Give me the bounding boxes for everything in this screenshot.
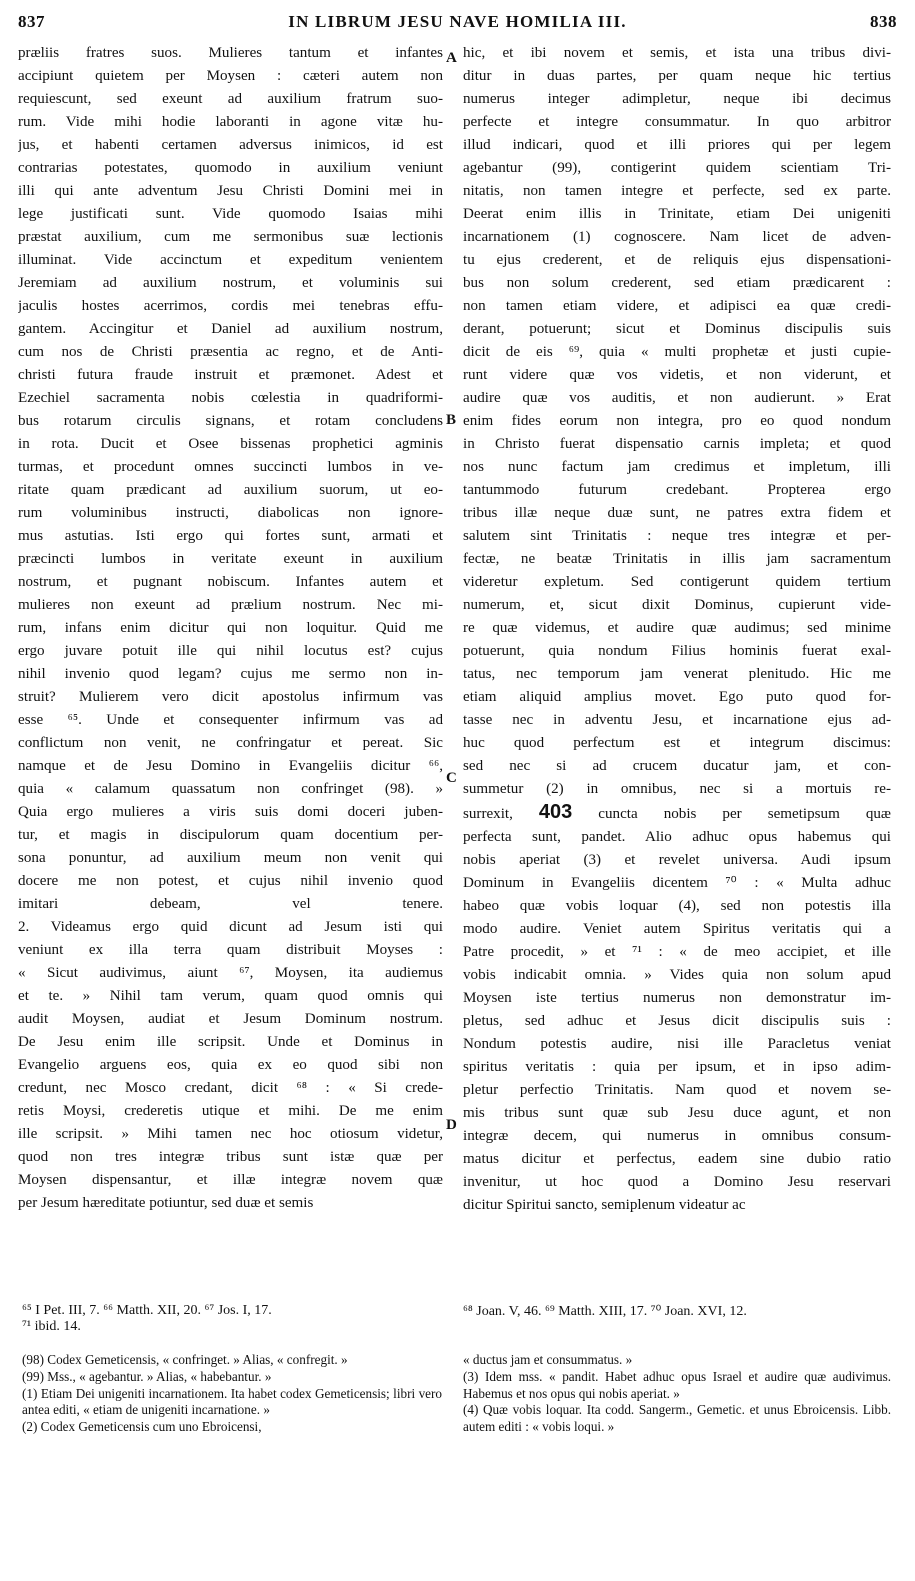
text-line: surrexit, 403 cuncta nobis per semetipsum quæ — [463, 801, 891, 823]
footnote: (1) Etiam Dei unigeniti incarnationem. Ita habet codex Gemeticensis; libri vero antea editi, « etiam de unigeniti incarnatione. » — [22, 1385, 442, 1418]
scripture-references-right — [463, 1303, 891, 1320]
text-line: mus astutias. Isti ergo qui fortes sunt, armati et — [18, 528, 443, 544]
text-line: illud indicari, quod et illi priores qui per legem — [463, 137, 891, 153]
text-line: imitari debeam, vel tenere. — [18, 896, 443, 912]
footnote: (98) Codex Gemeticensis, « confringet. » Alias, « confregit. » — [22, 1352, 348, 1367]
text-line: turmas, et procedunt omnes succincti lumbos in ve- — [18, 459, 443, 475]
text-line: jus, et habenti certamen adversus inimicos, id est — [18, 137, 443, 153]
footnote: (3) Idem mss. « pandit. Habet adhuc opus Israel et audire quæ audivimus. Habemus et nos opus qui nobis aperiat. » — [463, 1368, 891, 1401]
text-line: ditur in duas partes, per quam neque hic tertius — [463, 68, 891, 84]
text-line: rum, infans enim dicitur qui non loquitur. Quid me — [18, 620, 443, 636]
footnotes-left — [22, 1352, 442, 1436]
text-line: « Sicut audivimus, aiunt ⁶⁷, Moysen, ita audiemus — [18, 965, 443, 981]
text-line: Quia ergo mulieres a viris suis domi doceri juben- — [18, 804, 443, 820]
text-line: cum nos de Christi præsentia ac regno, et de Anti- — [18, 344, 443, 360]
text-line: mulieres non exeunt ad prælium nostrum. Nec mi- — [18, 597, 443, 613]
text-line: conflictum non venit, ne confringatur et pereat. Sic — [18, 735, 443, 751]
right-page-number: 838 — [869, 12, 897, 31]
text-line: credunt, nec Mosco credant, dicit ⁶⁸ : « Si crede- — [18, 1080, 443, 1096]
text-line: illuminat. Vide accinctum et expeditum venientem — [18, 252, 443, 268]
text-line: incarnationem (1) cognoscere. Nam licet de adven- — [463, 229, 891, 245]
text-line: fectæ, ne beatæ Trinitatis in illis jam sacramentum — [463, 551, 891, 567]
text-line: videretur expletum. Sed contigerunt quidem tertium — [463, 574, 891, 590]
text-line: præliis fratres suos. Mulieres tantum et infantes — [18, 45, 443, 61]
text-line: huc quod perfectum est et integrum discimus: — [463, 735, 891, 751]
text-line: ritate quam prædicant ad auxilium suorum, ut eo- — [18, 482, 443, 498]
text-line: nobis aperiat (3) et revelet universa. Audi ipsum — [463, 852, 891, 868]
footnote: « ductus jam et consummatus. » — [463, 1352, 633, 1367]
text-line: christi futura fraude instruit et præmonet. Adest et — [18, 367, 443, 383]
text-line: bus rotarum circulis signans, et rotam concludens — [18, 413, 443, 429]
scripture-references-left — [22, 1303, 442, 1335]
text-line: tasse nec in adventu Jesu, et incarnatione ejus ad- — [463, 712, 891, 728]
text-line: tribus illæ neque duæ sunt, ne patres extra fidem et — [463, 505, 891, 521]
footnote: (4) Quæ vobis loquar. Ita codd. Sangerm., Gemetic. et unus Ebroicensis. Libb. autem editi : « vobis loqui. » — [463, 1402, 891, 1435]
reference-line: ⁶⁸ Joan. V, 46. ⁶⁹ Matth. XIII, 17. ⁷⁰ Joan. XVI, 12. — [463, 1304, 747, 1319]
text-line: illi qui ante adventum Jesu Christi Domini mei in — [18, 183, 443, 199]
margin-marker-d: D — [446, 1117, 457, 1133]
text-line: salutem sint Trinitatis : neque tres integræ et per- — [463, 528, 891, 544]
text-line: nostrum, et pugnant nobiscum. Infantes autem et — [18, 574, 443, 590]
text-line: numerum, et, sicut dixit Dominus, cupierunt vide- — [463, 597, 891, 613]
text-line: ergo juvare potuit ille qui nihil locutus est? cujus — [18, 643, 443, 659]
text-line: præcincti lumbos in veritate exeunt in auxilium — [18, 551, 443, 567]
text-line: lege justificati sunt. Vide quomodo Isaias mihi — [18, 206, 443, 222]
text-line: potuerunt, quia nondum Filius hominis fuerat exal- — [463, 643, 891, 659]
text-line: enim fides eorum non integra, pro eo quod nondum — [463, 413, 891, 429]
text-line: Deerat enim illis in Trinitate, etiam Dei unigeniti — [463, 206, 891, 222]
text-line: re quæ videmus, et audire quæ audimus; sed minime — [463, 620, 891, 636]
text-line: Nondum potestis audire, nisi ille Paracletus veniat — [463, 1036, 891, 1052]
text-line: sed nec si ad crucem ducatur jam, et con- — [463, 758, 891, 774]
text-line: rum. Vide mihi hodie laboranti in agone vitæ hu- — [18, 114, 443, 130]
text-line: summetur (2) in omnibus, nec si a mortuis re- — [463, 781, 891, 797]
text-line: requiescunt, sed exeunt ad auxilium fratrum suo- — [18, 91, 443, 107]
footnotes-right — [463, 1352, 891, 1436]
text-line: Dominum in Evangeliis dicentem ⁷⁰ : « Multa adhuc — [463, 875, 891, 891]
footnote: (2) Codex Gemeticensis cum uno Ebroicensi, — [22, 1419, 262, 1435]
running-title: IN LIBRUM JESU NAVE HOMILIA III. — [288, 12, 627, 31]
text-line: integræ decem, qui numerus in omnibus consum- — [463, 1128, 891, 1144]
text-line: nihil invenio quod legam? cujus me sermo non in- — [18, 666, 443, 682]
right-text-column — [463, 42, 891, 1217]
footnote: (99) Mss., « agebantur. » Alias, « habebantur. » — [22, 1368, 272, 1384]
text-line: quia « calamum quassatum non confringet (98). » — [18, 781, 443, 797]
text-line: derant, potuerunt; sicut et Dominus discipulis suis — [463, 321, 891, 337]
text-line: vobis indicabit omnia. » Vides quia non solum apud — [463, 967, 891, 983]
text-line: retis Moysi, crederetis utique et mihi. De me enim — [18, 1103, 443, 1119]
text-line: contrarias potestates, quomodo in auxilium veniunt — [18, 160, 443, 176]
text-line: gantem. Accingitur et Daniel ad auxilium nostrum, — [18, 321, 443, 337]
left-page-number: 837 — [18, 12, 45, 31]
text-line: pletur perfectio Trinitatis. Nam quod et novem se- — [463, 1082, 891, 1098]
text-line: Jeremiam ad auxilium nostrum, et voluminis sui — [18, 275, 443, 291]
page-block-number: 403 — [538, 801, 573, 823]
text-line: matus dicitur et perfectus, eadem sine dubio ratio — [463, 1151, 891, 1167]
text-line: Moysen dispensantur, et illæ integræ novem quæ — [18, 1172, 443, 1188]
text-line: sona ponuntur, ad auxilium meum non venit qui — [18, 850, 443, 866]
text-line: in Christo fuerat dispensatio carnis impleta; et quod — [463, 436, 891, 452]
text-line: dicit de eis ⁶⁹, quia « multi prophetæ et justi cupie- — [463, 344, 891, 360]
text-line: Patre procedit, » et ⁷¹ : « de meo accipiet, et ille — [463, 944, 891, 960]
text-line: etiam aliquid amplius movet. Ego puto quod for- — [463, 689, 891, 705]
margin-marker-c: C — [446, 770, 457, 786]
text-line: habeo quæ vobis loquar (4), sed non potestis illa — [463, 898, 891, 914]
text-line: esse ⁶⁵. Unde et consequenter infirmum vas ad — [18, 712, 443, 728]
text-line: veniunt ex illa terra quam distribuit Moyses : — [18, 942, 443, 958]
text-line: struit? Mulierem vero dicit apostolus infirmum vas — [18, 689, 443, 705]
text-line: perfecte et integre consummatur. In quo arbitror — [463, 114, 891, 130]
text-line: hic, et ibi novem et semis, et ista una tribus divi- — [463, 45, 891, 61]
text-line: accipiunt quietem per Moysen : cæteri autem non — [18, 68, 443, 84]
text-line: dicitur Spiritui sancto, semiplenum videatur ac — [463, 1197, 746, 1213]
text-line: Moysen iste tertius numerus non demonstratur im- — [463, 990, 891, 1006]
left-text-column — [18, 42, 443, 1215]
text-line: Ezechiel sacramenta nobis cœlestia in quadriformi- — [18, 390, 443, 406]
text-line: De Jesu enim ille scripsit. Unde et Dominus in — [18, 1034, 443, 1050]
text-line: modo audire. Veniet autem Spiritus veritatis qui a — [463, 921, 891, 937]
text-line: agebantur (99), contigerint quidem scientiam Tri- — [463, 160, 891, 176]
text-line: mis tribus sunt quæ sub Jesu duce agunt, et non — [463, 1105, 891, 1121]
text-line: et te. » Nihil tam verum, quam quod omnis qui — [18, 988, 443, 1004]
text-line: jaculis hostes acerrimos, cordis mei tenebras effu- — [18, 298, 443, 314]
text-line: per Jesum hæreditate potiuntur, sed duæ et semis — [18, 1195, 314, 1211]
text-line: numerus integer adimpletur, neque ibi decimus — [463, 91, 891, 107]
text-line: nitatis, non tamen integre et perfecte, sed ex parte. — [463, 183, 891, 199]
text-line: bus non solum crederent, sed etiam prædicarent : — [463, 275, 891, 291]
text-line: 2. Videamus ergo quid dicunt ad Jesum isti qui — [18, 919, 443, 935]
text-line: perfecta sunt, pandet. Alio adhuc opus habemus qui — [463, 829, 891, 845]
text-line: rum voluminibus instructi, diabolicas non ignore- — [18, 505, 443, 521]
margin-marker-b: B — [446, 412, 457, 428]
text-line: Evangelio arguens eos, quia ex eo quod sibi non — [18, 1057, 443, 1073]
margin-marker-a: A — [446, 50, 457, 66]
text-line: audit Moysen, audiat et Jesum Dominum nostrum. — [18, 1011, 443, 1027]
text-line: pletus, sed adhuc et Jesus dicit discipulis suis : — [463, 1013, 891, 1029]
text-line: tantummodo futurum credebant. Propterea ergo — [463, 482, 891, 498]
text-line: non tamen etiam videre, et adipisci ea quæ credi- — [463, 298, 891, 314]
text-line: tur, et magis in discipulorum quam docentium per- — [18, 827, 443, 843]
reference-line: ⁶⁵ I Pet. III, 7. ⁶⁶ Matth. XII, 20. ⁶⁷ Jos. I, 17. — [22, 1303, 272, 1318]
text-line: tu ejus crederent, et de reliquis ejus dispensationi- — [463, 252, 891, 268]
page-header — [18, 12, 897, 38]
text-line: nos nunc factum jam credimus et impletum, illi — [463, 459, 891, 475]
reference-line: ⁷¹ ibid. 14. — [22, 1319, 81, 1334]
text-line: in rota. Ducit et Osee bissenas prophetici agminis — [18, 436, 443, 452]
text-line: tatus, nec temporum jam venerat plenitudo. Hic me — [463, 666, 891, 682]
text-line: præstat auxilium, cum me sermonibus suæ lectionis — [18, 229, 443, 245]
text-line: spiritus veritatis : quia per ipsum, et in ipso adim- — [463, 1059, 891, 1075]
text-line: ille scripsit. » Mihi tamen nec hoc otiosum videtur, — [18, 1126, 443, 1142]
text-line: invenitur, ut hoc quod a Domino Jesu reservari — [463, 1174, 891, 1190]
text-line: audire quæ vos auditis, et non audierunt. » Erat — [463, 390, 891, 406]
text-line: docere me non potest, et cujus nihil invenio quod — [18, 873, 443, 889]
text-line: quod non tres integræ tribus sunt istæ quæ per — [18, 1149, 443, 1165]
text-line: runt videre quæ vos videtis, et non viderunt, et — [463, 367, 891, 383]
text-line: namque et de Jesu Domino in Evangeliis dicitur ⁶⁶, — [18, 758, 443, 774]
